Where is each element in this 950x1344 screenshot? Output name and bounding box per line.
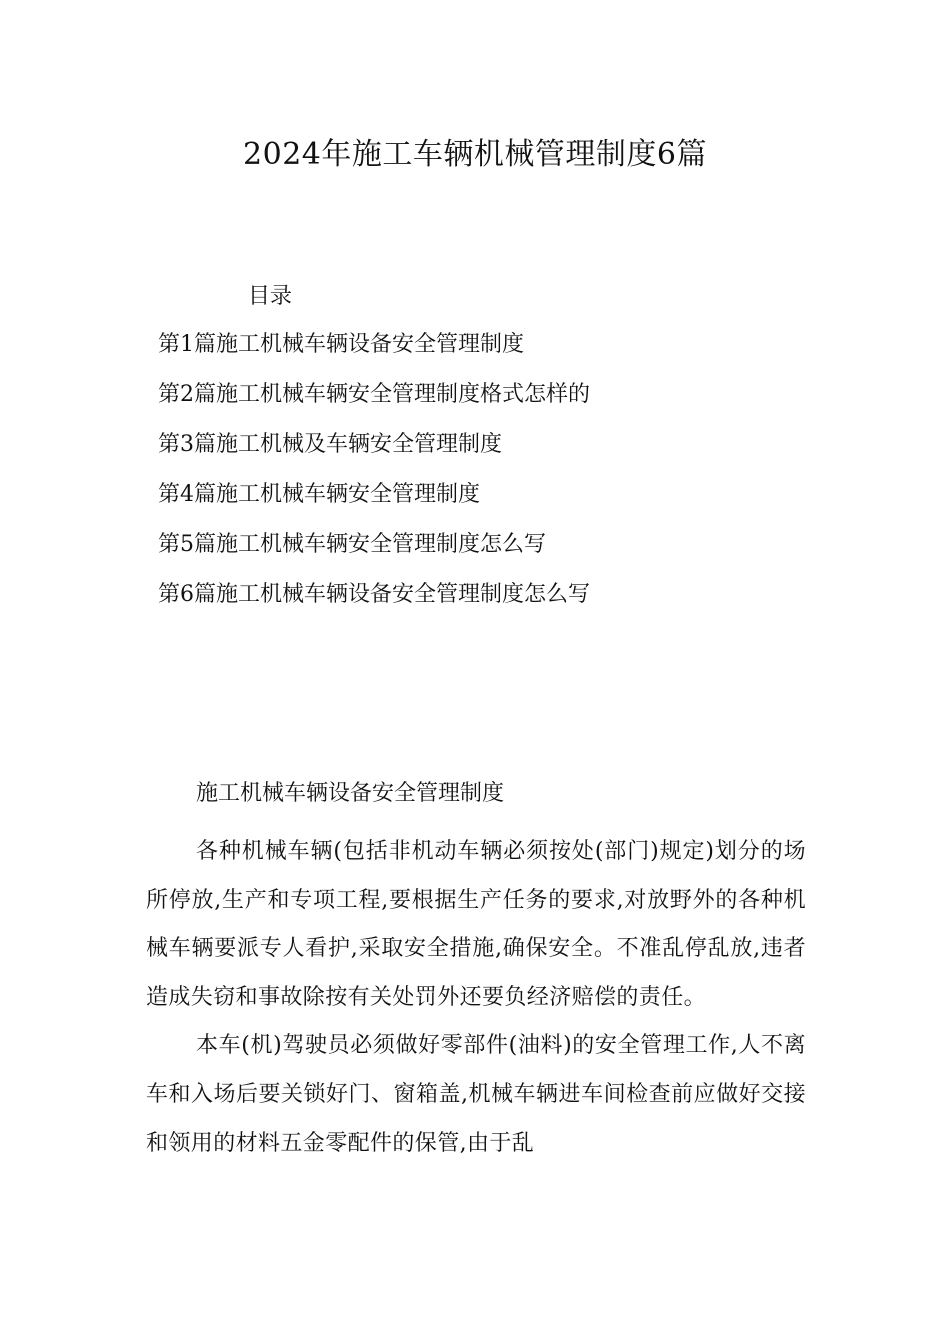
section-heading: 施工机械车辆设备安全管理制度	[196, 781, 505, 806]
paragraph-2: 本车(机)驾驶员必须做好零部件(油料)的安全管理工作,人不离车和入场后要关锁好门、窗箱盖,机械车辆进车间检查前应做好交接和领用的材料五金零配件的保管,由于乱	[146, 1033, 806, 1156]
toc-heading: 目录	[248, 284, 293, 309]
toc-item-5: 第5篇施工机械车辆安全管理制度怎么写	[158, 532, 546, 557]
toc-item-3: 第3篇施工机械及车辆安全管理制度	[158, 432, 502, 457]
toc-item-2: 第2篇施工机械车辆安全管理制度格式怎样的	[158, 382, 590, 407]
toc-item-6: 第6篇施工机械车辆设备安全管理制度怎么写	[158, 582, 590, 607]
table-of-contents	[158, 330, 590, 630]
body-text	[146, 828, 806, 1168]
paragraph-1: 各种机械车辆(包括非机动车辆必须按处(部门)规定)划分的场所停放,生产和专项工程,要根据生产任务的要求,对放野外的各种机械车辆要派专人看护,采取安全措施,确保安全。不准乱停乱放,违者造成失窃和事故除按有关处罚外还要负经济赔偿的责任。	[146, 839, 806, 1010]
toc-item-1: 第1篇施工机械车辆设备安全管理制度	[158, 332, 524, 357]
document-title: 2024年施工车辆机械管理制度6篇	[243, 137, 707, 172]
toc-item-4: 第4篇施工机械车辆安全管理制度	[158, 482, 480, 507]
